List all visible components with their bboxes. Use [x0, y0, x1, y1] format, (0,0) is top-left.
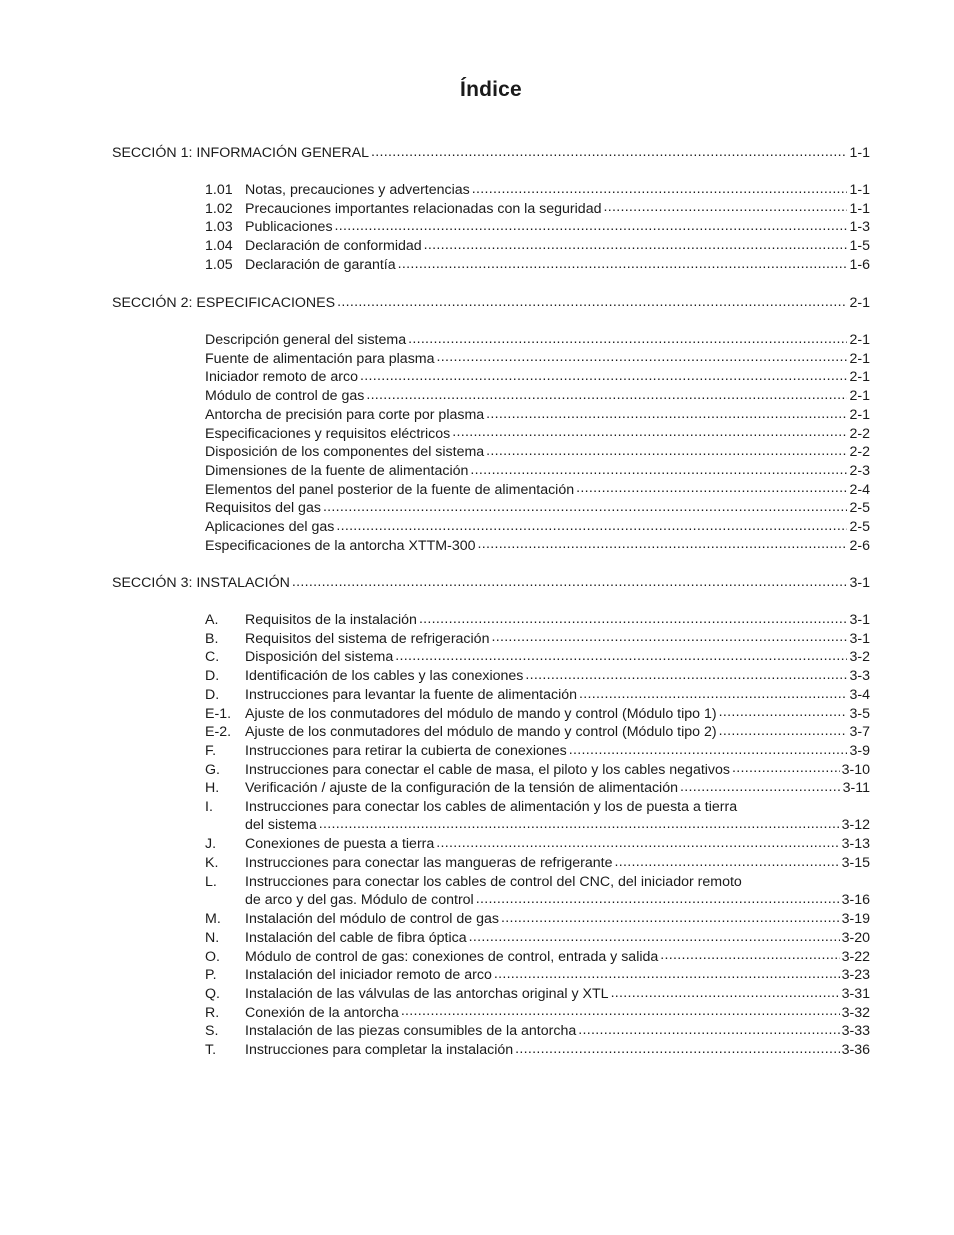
dot-leader: [615, 854, 840, 872]
toc-entry-title: Ajuste de los conmutadores del módulo de mando y control (Módulo tipo 1): [245, 705, 717, 722]
dot-leader: [477, 537, 847, 555]
dot-leader: [515, 1041, 839, 1059]
toc-entry-title: Requisitos de la instalación: [245, 612, 417, 628]
toc-entry-title: Conexión de la antorcha: [245, 1004, 399, 1021]
dot-leader: [491, 630, 847, 648]
toc-entry-code: Q.: [205, 986, 220, 1002]
toc-page-number: 1-1: [849, 200, 870, 217]
toc-entry[interactable]: [205, 948, 870, 966]
dot-leader: [319, 816, 840, 834]
toc-entry[interactable]: [205, 648, 870, 666]
dot-leader: [424, 237, 848, 255]
toc-entry[interactable]: [205, 350, 870, 368]
toc-entry[interactable]: [205, 518, 870, 536]
toc-entry-title: Disposición del sistema: [245, 649, 394, 666]
toc-entry-title: Aplicaciones del gas: [205, 519, 335, 535]
dot-leader: [476, 891, 840, 909]
toc-page-number: 3-12: [841, 817, 870, 833]
toc-entry-title-continued: del sistema: [245, 817, 317, 833]
toc-entry-title: Declaración de garantía: [245, 256, 396, 273]
dot-leader: [437, 350, 848, 368]
toc-entry[interactable]: [205, 910, 870, 928]
toc-entry-title: Elementos del panel posterior de la fuente de alimentación: [205, 481, 575, 498]
toc-entry-code: B.: [205, 630, 219, 647]
toc-entry-code: O.: [205, 948, 220, 965]
toc-entry-code: J.: [205, 836, 217, 853]
dot-leader: [360, 368, 847, 386]
toc-entry-code: 1.04: [205, 238, 233, 255]
toc-page-number: 1-3: [849, 219, 870, 236]
toc-entry-title: Publicaciones: [245, 219, 333, 236]
dot-leader: [436, 835, 839, 853]
toc-entry-code: G.: [205, 761, 220, 778]
toc-page-number: 2-1: [849, 369, 870, 386]
page-title: Índice: [460, 78, 522, 101]
toc-entry[interactable]: [205, 462, 870, 480]
toc-page-number: 3-16: [841, 891, 870, 908]
dot-leader: [401, 1004, 840, 1022]
toc-entry-code: E-1.: [205, 705, 232, 722]
toc-entry[interactable]: [205, 742, 870, 760]
dot-leader: [395, 648, 847, 666]
toc-entry-title: Requisitos del sistema de refrigeración: [245, 630, 490, 647]
toc-page-number: 3-33: [841, 1023, 870, 1040]
toc-entry-title: Instalación del módulo de control de gas: [245, 911, 499, 928]
toc-page-number: 3-19: [841, 911, 870, 928]
dot-leader: [611, 985, 840, 1003]
toc-page-number: 3-3: [849, 668, 870, 685]
toc-entry-code: A.: [205, 612, 219, 628]
toc-entry-code: D.: [205, 668, 220, 685]
toc-entry[interactable]: [205, 686, 870, 704]
toc-entry[interactable]: [205, 779, 870, 797]
toc-entry-line-2: [205, 816, 870, 834]
toc-entry-code: N.: [205, 929, 220, 946]
toc-entry-title: Disposición de los componentes del sistema: [205, 444, 485, 461]
dot-leader: [525, 667, 847, 685]
toc-entry-title: Instrucciones para conectar los cables de control del CNC, del iniciador remoto: [245, 873, 742, 890]
toc-page-number: 2-1: [849, 406, 870, 423]
toc-entry[interactable]: [205, 481, 870, 499]
dot-leader: [366, 387, 847, 405]
toc-entry-title: Conexiones de puesta a tierra: [245, 836, 435, 853]
dot-leader: [472, 181, 848, 199]
toc-entry[interactable]: [205, 667, 870, 685]
toc-entry-code: 1.01: [205, 182, 233, 198]
toc-entry-code: D.: [205, 686, 220, 703]
toc-entry[interactable]: [205, 1004, 870, 1022]
toc-entry[interactable]: [205, 425, 870, 443]
toc-page-number: 3-10: [841, 761, 870, 778]
dot-leader: [578, 1022, 839, 1040]
toc-entry[interactable]: [205, 181, 870, 199]
toc-entry[interactable]: [205, 966, 870, 984]
toc-page-number: 2-4: [849, 481, 870, 498]
dot-leader: [501, 910, 840, 928]
toc-page-number: 3-32: [841, 1004, 870, 1021]
toc-entry-code: H.: [205, 780, 220, 797]
toc-entry[interactable]: [205, 443, 870, 461]
toc-entry[interactable]: [205, 406, 870, 424]
toc-entry-code: M.: [205, 911, 221, 928]
toc-page-number: 2-2: [849, 425, 870, 442]
dot-leader: [323, 499, 848, 517]
toc-entry-title: Especificaciones y requisitos eléctricos: [205, 425, 451, 442]
dot-leader: [486, 406, 847, 424]
toc-page-number: 1-6: [849, 256, 870, 273]
toc-entry-code: 1.05: [205, 256, 233, 273]
toc-entry[interactable]: [205, 798, 870, 834]
toc-entry-code: E-2.: [205, 724, 232, 741]
dot-leader: [486, 443, 847, 461]
dot-leader: [660, 948, 839, 966]
toc-entry[interactable]: [205, 835, 870, 853]
dot-leader: [719, 723, 848, 741]
toc-entry-title: Iniciador remoto de arco: [205, 369, 358, 386]
toc-entry-title: Precauciones importantes relacionadas con la seguridad: [245, 200, 602, 217]
dot-leader: [398, 256, 848, 274]
toc-page-number: 3-1: [849, 575, 870, 591]
toc-entry[interactable]: [205, 200, 870, 218]
toc-page-number: 2-1: [849, 295, 870, 311]
toc-page-number: 2-5: [849, 500, 870, 517]
dot-leader: [335, 218, 848, 236]
toc-entry-title: Verificación / ajuste de la configuración de la tensión de alimentación: [245, 780, 678, 797]
toc-entry-line-1: [205, 798, 870, 816]
toc-entry-title: Instrucciones para conectar los cables de alimentación y los de puesta a tierra: [245, 799, 738, 815]
toc-entry-title: Instrucciones para conectar las mangueras de refrigerante: [245, 855, 613, 872]
toc-page-number: 3-15: [841, 855, 870, 872]
toc-page-number: 2-3: [849, 462, 870, 479]
toc-entry-title: Fuente de alimentación para plasma: [205, 350, 435, 367]
dot-leader: [336, 518, 847, 536]
toc-entry-code: 1.02: [205, 200, 233, 217]
dot-leader: [452, 425, 847, 443]
toc-entry-title: Instrucciones para conectar el cable de masa, el piloto y los cables negativos: [245, 761, 731, 778]
dot-leader: [603, 200, 847, 218]
toc-entry-title: Requisitos del gas: [205, 500, 321, 517]
toc-entry[interactable]: [205, 873, 870, 909]
dot-leader: [732, 761, 840, 779]
toc-page-number: 3-31: [841, 986, 870, 1002]
toc-entry-code: F.: [205, 742, 217, 759]
toc-entry-title: Instalación de las válvulas de las antorchas original y XTL: [245, 986, 609, 1002]
toc-entry-title: Instrucciones para retirar la cubierta de conexiones: [245, 742, 567, 759]
toc-page-number: 1-1: [849, 182, 870, 198]
toc-entry-code: C.: [205, 649, 220, 666]
toc-entry[interactable]: [205, 854, 870, 872]
toc-section-title: SECCIÓN 1: INFORMACIÓN GENERAL: [112, 145, 369, 161]
dot-leader: [292, 574, 848, 592]
toc-entry-title: Notas, precauciones y advertencias: [245, 182, 470, 198]
toc-entry[interactable]: [205, 630, 870, 648]
toc-entry[interactable]: [205, 237, 870, 255]
dot-leader: [408, 331, 847, 349]
toc-page-number: 2-6: [849, 537, 870, 554]
toc-entry[interactable]: [205, 537, 870, 555]
toc-page-number: 1-1: [849, 145, 870, 161]
dot-leader: [494, 966, 840, 984]
dot-leader: [719, 705, 848, 723]
toc-page-number: 3-9: [849, 742, 870, 759]
toc-page-number: 2-1: [849, 350, 870, 367]
toc-entry-title: Módulo de control de gas: conexiones de control, entrada y salida: [245, 948, 659, 965]
toc-section-entry[interactable]: [112, 294, 870, 312]
dot-leader: [569, 742, 848, 760]
toc-entry-title: Instalación del iniciador remoto de arco: [245, 967, 492, 984]
toc-entry-title: Módulo de control de gas: [205, 388, 365, 405]
toc-entry-code: I.: [205, 799, 213, 815]
toc-page-number: 3-1: [849, 630, 870, 647]
dot-leader: [371, 144, 847, 162]
toc-page-number: 3-5: [849, 705, 870, 722]
toc-entry[interactable]: [205, 611, 870, 629]
toc-entry[interactable]: [205, 723, 870, 741]
toc-section-entry[interactable]: [112, 144, 870, 162]
toc-entry-code: 1.03: [205, 219, 233, 236]
toc-entry-code: R.: [205, 1004, 220, 1021]
toc-entry[interactable]: [205, 929, 870, 947]
toc-page-number: 2-1: [849, 388, 870, 405]
toc-entry-title-continued: de arco y del gas. Módulo de control: [245, 891, 474, 908]
toc-section-entry[interactable]: [112, 574, 870, 592]
toc-entry[interactable]: [205, 331, 870, 349]
dot-leader: [576, 481, 847, 499]
toc-entry-title: Declaración de conformidad: [245, 238, 422, 255]
toc-page-number: 2-1: [849, 332, 870, 348]
toc-entry-title: Identificación de los cables y las conexiones: [245, 668, 524, 685]
toc-entry-title: Especificaciones de la antorcha XTTM-300: [205, 537, 476, 554]
dot-leader: [470, 462, 847, 480]
toc-page-number: 3-20: [841, 929, 870, 946]
toc-entry-code: P.: [205, 967, 217, 984]
toc-entry[interactable]: [205, 499, 870, 517]
dot-leader: [469, 929, 840, 947]
toc-page-number: 2-2: [849, 444, 870, 461]
toc-entry-title: Antorcha de precisión para corte por plasma: [205, 406, 485, 423]
toc-entry[interactable]: [205, 387, 870, 405]
toc-entry[interactable]: [205, 218, 870, 236]
toc-entry[interactable]: [205, 256, 870, 274]
toc-page-number: 1-5: [849, 238, 870, 255]
toc-page-number: 3-4: [849, 686, 870, 703]
toc-entry-title: Instalación de las piezas consumibles de la antorcha: [245, 1023, 577, 1040]
toc-page-number: 3-36: [841, 1042, 870, 1059]
toc-page-number: 3-11: [842, 780, 870, 797]
toc-page-number: 3-2: [849, 649, 870, 666]
toc-page-number: 3-23: [841, 967, 870, 984]
toc-entry[interactable]: [205, 1022, 870, 1040]
toc-entry-line-2: [205, 891, 870, 909]
toc-section-title: SECCIÓN 2: ESPECIFICACIONES: [112, 295, 336, 311]
toc-entry[interactable]: [205, 705, 870, 723]
toc-page-number: 3-13: [841, 836, 870, 853]
toc-entry-code: K.: [205, 855, 219, 872]
toc-page-number: 3-7: [849, 724, 870, 741]
toc-entry-title: Ajuste de los conmutadores del módulo de mando y control (Módulo tipo 2): [245, 724, 717, 741]
toc-entry-code: S.: [205, 1023, 219, 1040]
dot-leader: [419, 611, 848, 629]
toc-entry[interactable]: [205, 368, 870, 386]
toc-page-number: 3-22: [841, 948, 870, 965]
toc-page-number: 3-1: [849, 612, 870, 628]
dot-leader: [680, 779, 841, 797]
toc-page-number: 2-5: [849, 519, 870, 535]
toc-entry[interactable]: [205, 1041, 870, 1059]
toc-entry-code: T.: [205, 1042, 217, 1059]
toc-section-title: SECCIÓN 3: INSTALACIÓN: [112, 575, 290, 591]
dot-leader: [579, 686, 847, 704]
toc-entry-title: Instrucciones para levantar la fuente de alimentación: [245, 686, 578, 703]
toc-entry-line-1: [205, 873, 870, 891]
toc-entry-code: L.: [205, 873, 217, 890]
dot-leader: [337, 294, 847, 312]
toc-entry-title: Descripción general del sistema: [205, 332, 407, 348]
toc-entry[interactable]: [205, 985, 870, 1003]
toc-entry-title: Instalación del cable de fibra óptica: [245, 929, 467, 946]
toc-entry-title: Dimensiones de la fuente de alimentación: [205, 462, 469, 479]
toc-entry[interactable]: [205, 761, 870, 779]
toc-entry-title: Instrucciones para completar la instalación: [245, 1042, 514, 1059]
